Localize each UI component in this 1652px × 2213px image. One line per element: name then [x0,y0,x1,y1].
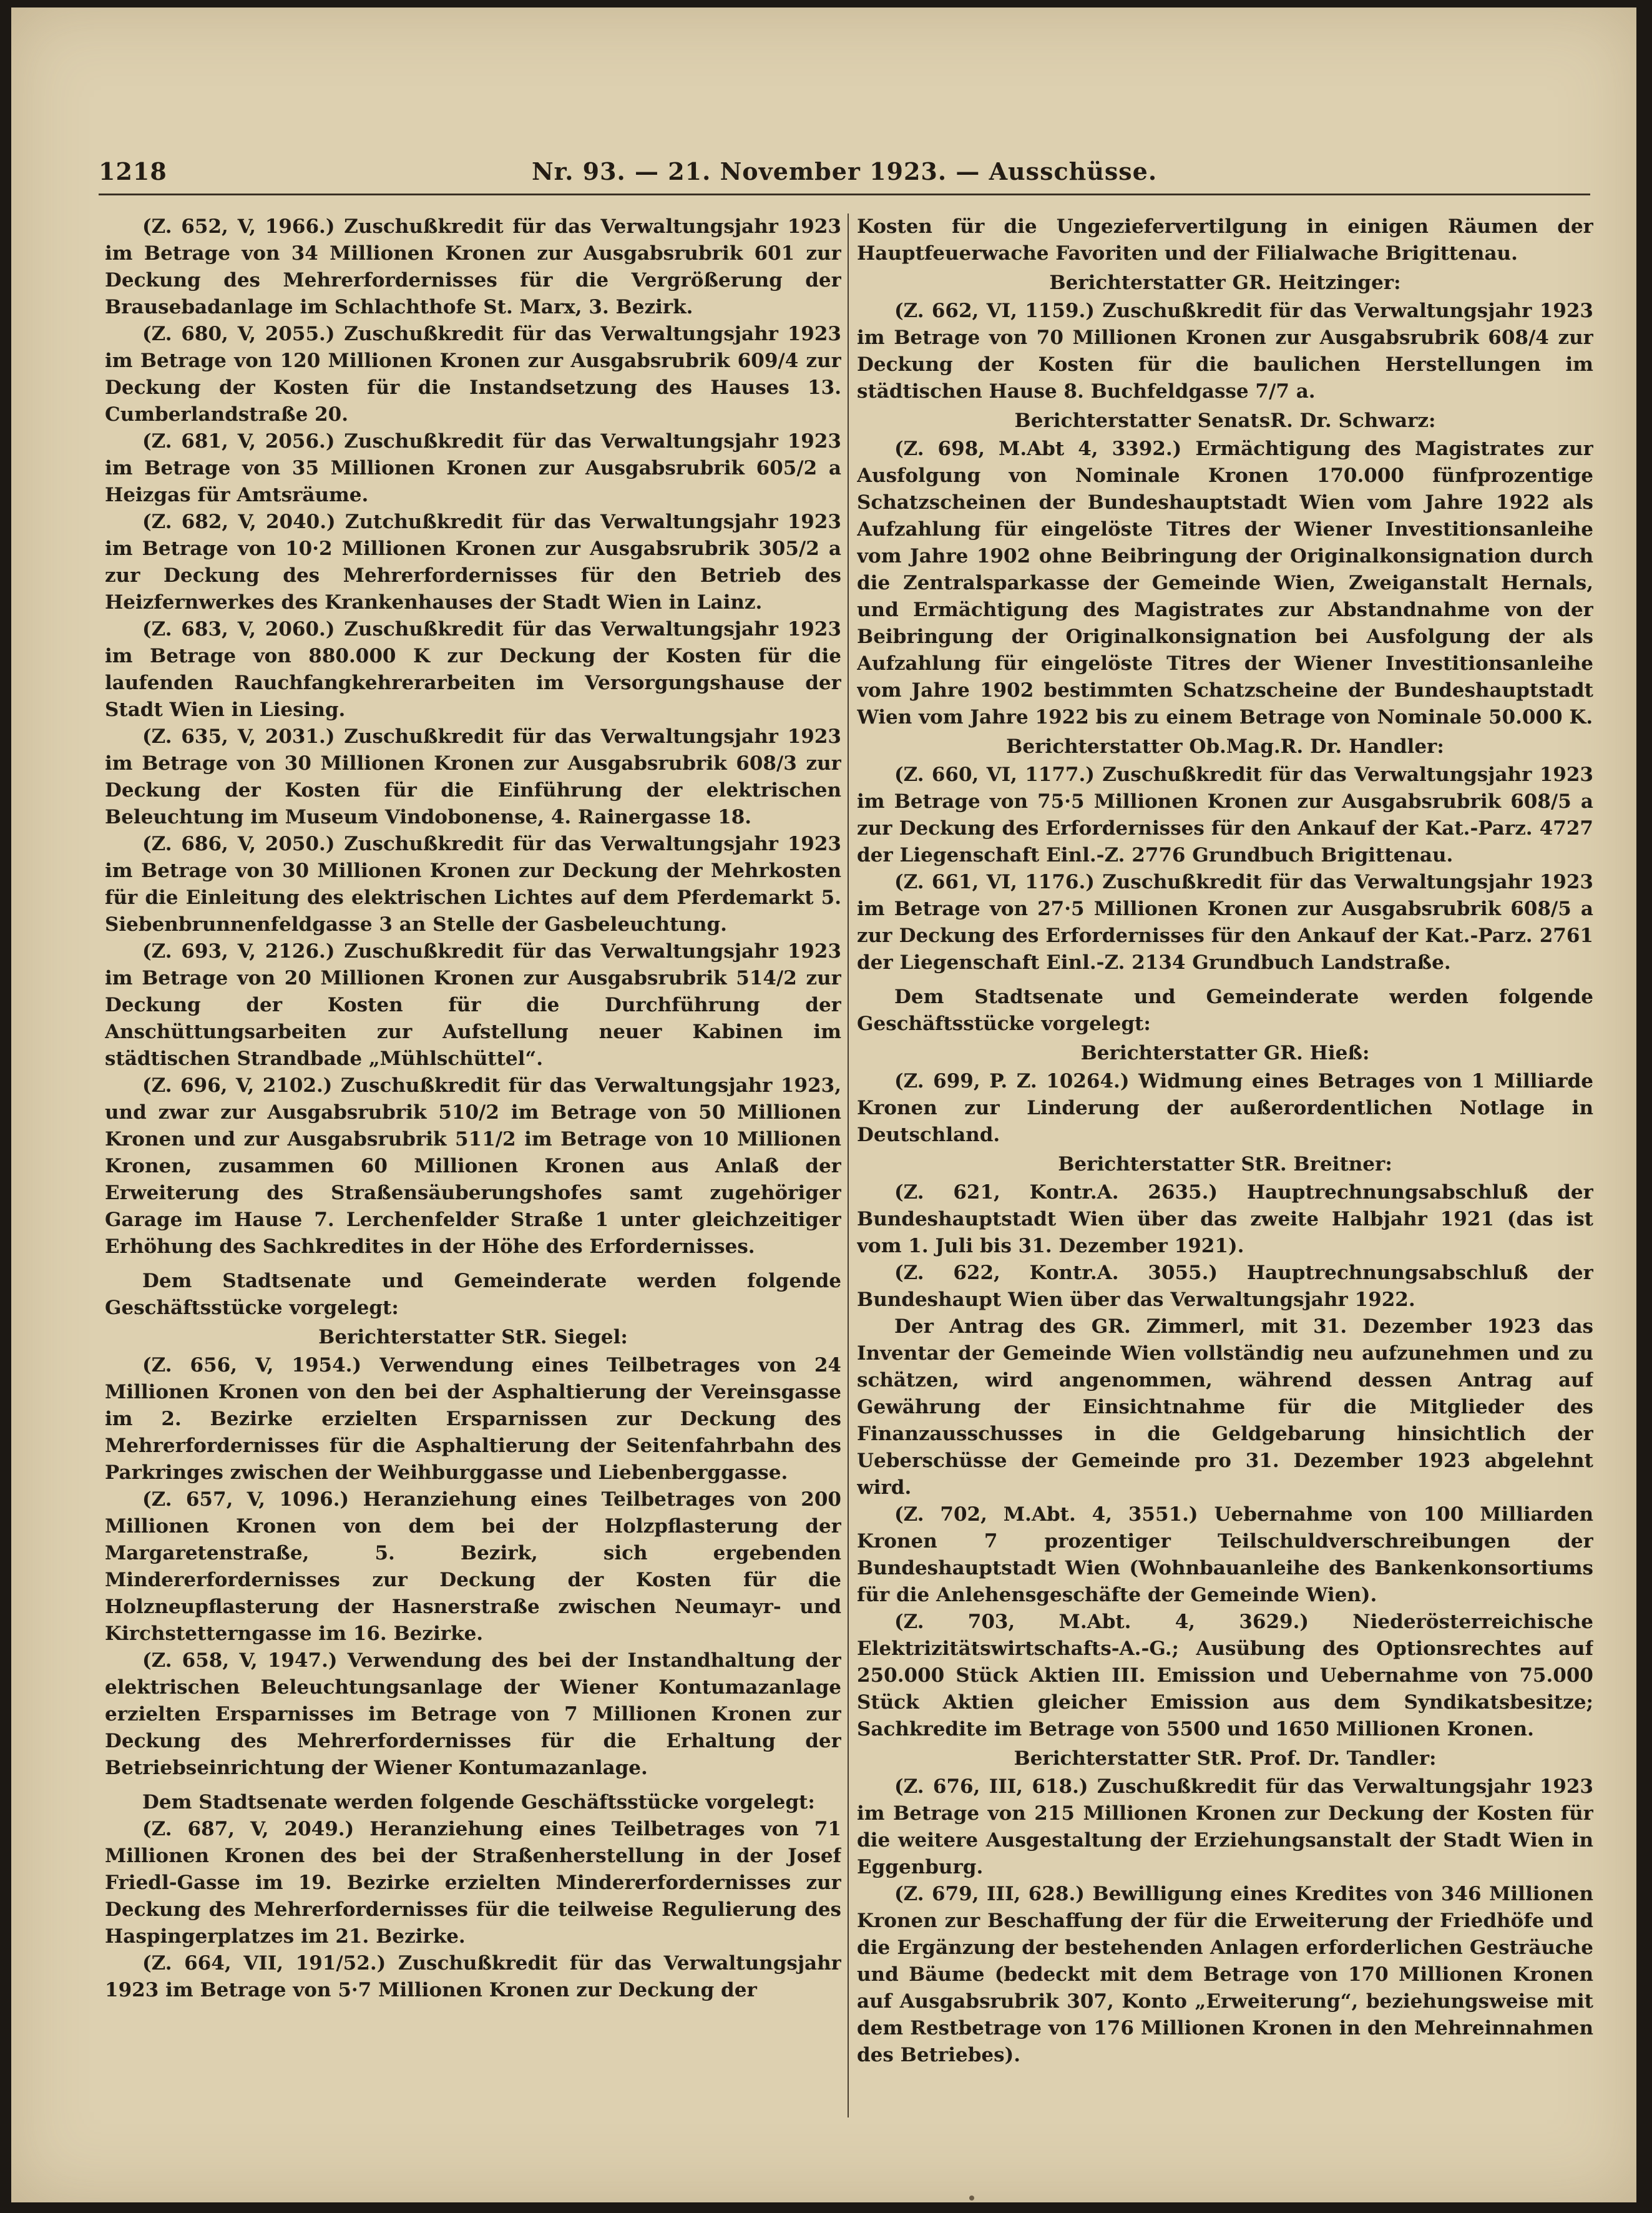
paragraph: (Z. 703, M.Abt. 4, 3629.) Niederösterreichische Elektrizitätswirtschafts-A.-G.; Ausübung des Optionsrechtes auf 250.000 Stück Aktien III. Emission und Uebernahme von 75.000 Stück Aktien gleicher Emission aus dem Syndikatsbesitze; Sachkredite im Betrage von 5500 und 1650 Millionen Kronen. [857,1611,1593,1740]
paragraph: (Z. 682, V, 2040.) Zutchußkredit für das Verwaltungsjahr 1923 im Betrage von 10·2 Millionen Kronen zur Ausgabsrubrik 305/2 a zur Deckung des Mehrerfordernisses für den Betrieb des Heizfernwerkes des Krankenhauses der Stadt Wien in Lainz. [105,511,841,614]
paragraph: (Z. 683, V, 2060.) Zuschußkredit für das Verwaltungsjahr 1923 im Betrage von 880.000 K zur Deckung der Kosten für die laufenden Rauchfangkehrerarbeiten im Versorgungshause der Stadt Wien in Liesing. [105,618,841,721]
paragraph: (Z. 622, Kontr.A. 3055.) Hauptrechnungsabschluß der Bundeshaupt Wien über das Verwaltungsjahr 1922. [857,1262,1593,1311]
reporter-heading: Berichterstatter Ob.Mag.R. Dr. Handler: [1006,735,1444,758]
reporter-heading: Berichterstatter GR. Heitzinger: [1049,272,1401,294]
paragraph: (Z. 679, III, 628.) Bewilligung eines Kredites von 346 Millionen Kronen zur Beschaffung der für die Erweiterung der Friedhöfe und die Ergänzung der bestehenden Anlagen erforderlichen Gesträuche und Bäume (bedeckt mit dem Betrage von 170 Millionen Kronen auf Ausgabsrubrik 307, Konto „Erweiterung“, beziehungsweise mit dem Restbetrage von 176 Millionen Kronen in den Mehreinnahmen des Betriebes). [857,1883,1593,2066]
reporter-heading: Berichterstatter SenatsR. Dr. Schwarz: [1014,410,1436,432]
paragraph: (Z. 676, III, 618.) Zuschußkredit für das Verwaltungsjahr 1923 im Betrage von 215 Millionen Kronen zur Deckung der Kosten für die weitere Ausgestaltung der Erziehungsanstalt der Stadt Wien in Eggenburg. [857,1775,1593,1878]
paragraph: (Z. 657, V, 1096.) Heranziehung eines Teilbetrages von 200 Millionen Kronen von dem bei der Holzpflasterung der Margaretenstraße, 5. Bezirk, sich ergebenden Mindererfordernisses zur Deckung der Kosten für die Holzneupflasterung der Hasnerstraße zwischen Neumayr- und Kirchstetterngasse im 16. Bezirke. [105,1488,841,1645]
header-rule [99,194,1590,195]
reporter-heading: Berichterstatter StR. Siegel: [318,1326,628,1348]
paragraph: Kosten für die Ungeziefervertilgung in einigen Räumen der Hauptfeuerwache Favoriten und der Filialwache Brigittenau. [857,215,1593,265]
paragraph: (Z. 699, P. Z. 10264.) Widmung eines Betrages von 1 Milliarde Kronen zur Linderung der außerordentlichen Notlage in Deutschland. [857,1070,1593,1146]
paragraph: (Z. 693, V, 2126.) Zuschußkredit für das Verwaltungsjahr 1923 im Betrage von 20 Millionen Kronen zur Ausgabsrubrik 514/2 zur Deckung der Kosten für die Durchführung der Anschüttungsarbeiten zur Aufstellung neuer Kabinen im städtischen Strandbade „Mühlschüttel“. [105,940,841,1070]
paragraph: (Z. 661, VI, 1176.) Zuschußkredit für das Verwaltungsjahr 1923 im Betrage von 27·5 Millionen Kronen zur Ausgabsrubrik 608/5 a zur Deckung des Erfordernisses für den Ankauf der Kat.-Parz. 2761 der Liegenschaft Einl.-Z. 2134 Grundbuch Landstraße. [857,871,1593,974]
page-number: 1218 [99,157,167,185]
paragraph: (Z. 687, V, 2049.) Heranziehung eines Teilbetrages von 71 Millionen Kronen des bei der Straßenherstellung in der Josef Friedl-Gasse im 19. Bezirke erzielten Mindererfordernisses zur Deckung des Mehrerfordernisses für die teilweise Regulierung des Haspingerplatzes im 21. Bezirke. [105,1818,841,1948]
column-divider [848,213,849,2117]
paragraph: (Z. 664, VII, 191/52.) Zuschußkredit für das Verwaltungsjahr 1923 im Betrage von 5·7 Millionen Kronen zur Deckung der [105,1952,841,2001]
page-mark-dot [969,2196,974,2201]
reporter-heading: Berichterstatter StR. Breitner: [1058,1153,1392,1175]
paragraph: (Z. 686, V, 2050.) Zuschußkredit für das Verwaltungsjahr 1923 im Betrage von 30 Millionen Kronen zur Deckung der Mehrkosten für die Einleitung des elektrischen Lichtes auf dem Pferdemarkt 5. Siebenbrunnenfeldgasse 3 an Stelle der Gasbeleuchtung. [105,833,841,936]
paragraph: (Z. 660, VI, 1177.) Zuschußkredit für das Verwaltungsjahr 1923 im Betrage von 75·5 Millionen Kronen zur Ausgabsrubrik 608/5 a zur Deckung des Erfordernisses für den Ankauf der Kat.-Parz. 4727 der Liegenschaft Einl.-Z. 2776 Grundbuch Brigittenau. [857,763,1593,866]
paragraph: (Z. 656, V, 1954.) Verwendung eines Teilbetrages von 24 Millionen Kronen von den bei der Asphaltierung der Vereinsgasse im 2. Bezirke erzielten Ersparnissen zur Deckung des Mehrerfordernisses für die Asphaltierung der Seitenfahrbahn des Parkringes zwischen der Weihburggasse und Liebenberggasse. [105,1354,841,1484]
section-intro: Dem Stadtsenate und Gemeinderate werden folgende Geschäftsstücke vorgelegt: [105,1270,841,1319]
reporter-heading: Berichterstatter GR. Hieß: [1080,1042,1370,1064]
paragraph: (Z. 652, V, 1966.) Zuschußkredit für das Verwaltungsjahr 1923 im Betrage von 34 Millionen Kronen zur Ausgabsrubrik 601 zur Deckung des Mehrerfordernisses für die Vergrößerung der Brausebadanlage im Schlachthofe St. Marx, 3. Bezirk. [105,215,841,318]
paragraph: Der Antrag des GR. Zimmerl, mit 31. Dezember 1923 das Inventar der Gemeinde Wien vollständig neu aufzunehmen und zu schätzen, wird angenommen, während dessen Antrag auf Gewährung der Einsichtnahme für die Mitglieder des Finanzausschusses in die Geldgebarung hinsichtlich der Ueberschüsse der Gemeinde pro 31. Dezember 1923 abgelehnt wird. [857,1315,1593,1499]
paragraph: (Z. 681, V, 2056.) Zuschußkredit für das Verwaltungsjahr 1923 im Betrage von 35 Millionen Kronen zur Ausgabsrubrik 605/2 a Heizgas für Amtsräume. [105,430,841,506]
paragraph: (Z. 658, V, 1947.) Verwendung des bei der Instandhaltung der elektrischen Beleuchtungsanlage der Wiener Kontumazanlage erzielten Ersparnisses im Betrage von 7 Millionen Kronen zur Deckung des Mehrerfordernisses für die Erhaltung der Betriebseinrichtung der Wiener Kontumazanlage. [105,1649,841,1779]
paragraph: (Z. 662, VI, 1159.) Zuschußkredit für das Verwaltungsjahr 1923 im Betrage von 70 Millionen Kronen zur Ausgabsrubrik 608/4 zur Deckung der Kosten für die baulichen Herstellungen im städtischen Hause 8. Buchfeldgasse 7/7 a. [857,300,1593,403]
right-column [857,213,1593,2111]
paragraph: (Z. 698, M.Abt 4, 3392.) Ermächtigung des Magistrates zur Ausfolgung von Nominale Kronen 170.000 fünfprozentige Schatzscheinen der Bundeshauptstadt Wien vom Jahre 1922 als Aufzahlung für eingelöste Titres der Wiener Investitionsanleihe vom Jahre 1902 ohne Beibringung der Originalkonsignation durch die Zentralsparkasse der Gemeinde Wien, Zweiganstalt Hernals, und Ermächtigung des Magistrates zur Abstandnahme von der Beibringung der Originalkonsignation bei Ausfolgung der als Aufzahlung für eingelöste Titres der Wiener Investitionsanleihe vom Jahre 1902 bestimmten Schatzscheine der Bundeshauptstadt Wien vom Jahre 1922 bis zu einem Betrage von Nominale 50.000 K. [857,438,1593,729]
paragraph: (Z. 635, V, 2031.) Zuschußkredit für das Verwaltungsjahr 1923 im Betrage von 30 Millionen Kronen zur Ausgabsrubrik 608/3 zur Deckung der Kosten für die Einführung der elektrischen Beleuchtung im Museum Vindobonense, 4. Rainergasse 18. [105,725,841,828]
newspaper-page [11,7,1636,2202]
paragraph: (Z. 702, M.Abt. 4, 3551.) Uebernahme von 100 Milliarden Kronen 7 prozentiger Teilschuldverschreibungen der Bundeshauptstadt Wien (Wohnbauanleihe des Bankenkonsortiums für die Anlehensgeschäfte der Gemeinde Wien). [857,1503,1593,1606]
paragraph: (Z. 680, V, 2055.) Zuschußkredit für das Verwaltungsjahr 1923 im Betrage von 120 Millionen Kronen zur Ausgabsrubrik 609/4 zur Deckung der Kosten für die Instandsetzung des Hauses 13. Cumberlandstraße 20. [105,323,841,426]
left-column [105,213,841,2111]
paragraph: (Z. 696, V, 2102.) Zuschußkredit für das Verwaltungsjahr 1923, und zwar zur Ausgabsrubrik 510/2 im Betrage von 50 Millionen Kronen und zur Ausgabsrubrik 511/2 im Betrage von 10 Millionen Kronen, zusammen 60 Millionen Kronen aus Anlaß der Erweiterung des Straßensäuberungshofes samt zugehöriger Garage im Hause 7. Lerchenfelder Straße 1 unter gleichzeitiger Erhöhung des Sachkredites in der Höhe des Erfordernisses. [105,1074,841,1258]
section-intro: Dem Stadtsenate und Gemeinderate werden folgende Geschäftsstücke vorgelegt: [857,986,1593,1035]
page-title: Nr. 93. — 21. November 1923. — Ausschüsse. [531,157,1158,185]
reporter-heading: Berichterstatter StR. Prof. Dr. Tandler: [1014,1747,1437,1770]
paragraph: (Z. 621, Kontr.A. 2635.) Hauptrechnungsabschluß der Bundeshauptstadt Wien über das zweite Halbjahr 1921 (das ist vom 1. Juli bis 31. Dezember 1921). [857,1181,1593,1257]
section-intro: Dem Stadtsenate werden folgende Geschäftsstücke vorgelegt: [142,1791,815,1813]
